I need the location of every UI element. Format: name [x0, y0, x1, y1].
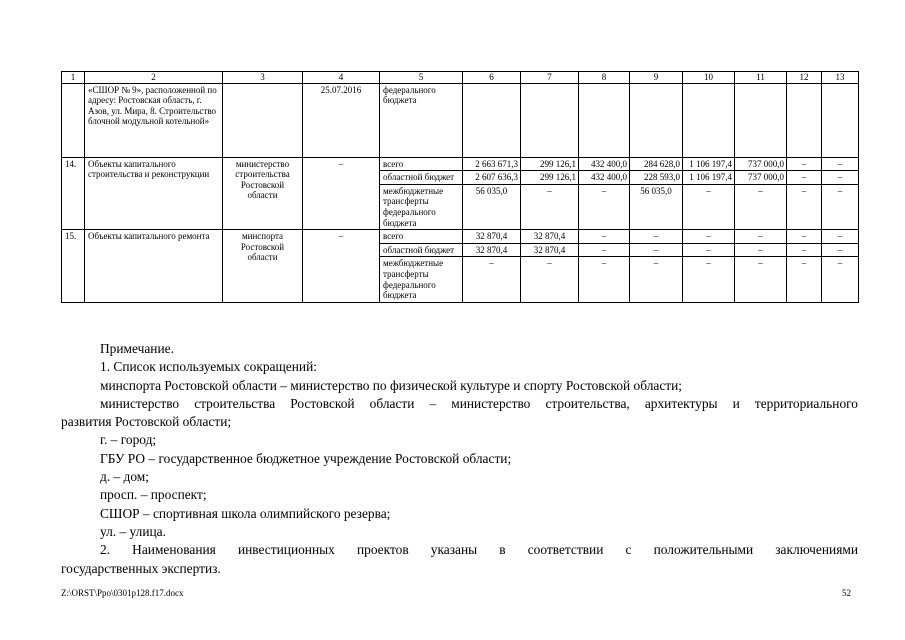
- note-paragraph: ул. – улица.: [100, 523, 166, 539]
- value-cell: –: [822, 184, 859, 229]
- column-number: 8: [579, 72, 630, 84]
- note-paragraph: минспорта Ростовской области – министерство по физической культуре и спорту Ростовской области;: [100, 377, 683, 393]
- value-cell: 228 593,0: [630, 171, 683, 185]
- value-cell: –: [683, 243, 735, 257]
- note-paragraph: государственных экспертиз.: [61, 560, 221, 576]
- column-number: 3: [223, 72, 303, 84]
- row-date: –: [303, 157, 380, 230]
- value-cell: –: [735, 257, 787, 302]
- budget-table: [61, 71, 859, 303]
- row-executor: минспорта Ростовской области: [223, 230, 303, 303]
- table-header-row: [62, 72, 859, 84]
- value-cell: –: [822, 243, 859, 257]
- value-cell: –: [683, 184, 735, 229]
- value-cell: –: [521, 257, 579, 302]
- note-paragraph: министерство строительства Ростовской области – министерство строительства, архитектуры и территориального: [100, 395, 858, 411]
- row-date: –: [303, 230, 380, 303]
- funding-source: федерального бюджета: [380, 83, 463, 157]
- column-number: 7: [521, 72, 579, 84]
- value-cell: –: [787, 257, 822, 302]
- value-cell: –: [630, 230, 683, 244]
- value-cell: –: [822, 257, 859, 302]
- value-cell: –: [579, 184, 630, 229]
- value-cell: 32 870,4: [521, 230, 579, 244]
- value-cell: 737 000,0: [735, 157, 787, 171]
- value-cell: –: [463, 257, 521, 302]
- value-cell: –: [579, 257, 630, 302]
- note-paragraph: 2. Наименования инвестиционных проектов указаны в соответствии с положительными заключениями: [100, 542, 858, 558]
- value-cell: 56 035,0: [630, 184, 683, 229]
- footer-file-path: Z:\ORST\Ppo\0301p128.f17.docx: [61, 588, 184, 598]
- value-cell: –: [521, 184, 579, 229]
- value-cell: –: [822, 171, 859, 185]
- value-cell: 32 870,4: [463, 230, 521, 244]
- value-cell: 299 126,1: [521, 171, 579, 185]
- note-title: Примечание.: [100, 341, 174, 356]
- value-cell: 1 106 197,4: [683, 171, 735, 185]
- value-cell: –: [630, 257, 683, 302]
- project-date: 25.07.2016: [303, 83, 380, 157]
- funding-label: всего: [380, 157, 463, 171]
- table-row-14-total: [62, 157, 859, 171]
- value-cell: –: [822, 230, 859, 244]
- value-cell: –: [787, 157, 822, 171]
- column-number: 6: [463, 72, 521, 84]
- row-name: Объекты капитального строительства и реконструкции: [85, 157, 223, 230]
- value-cell: 299 126,1: [521, 157, 579, 171]
- value-cell: –: [787, 184, 822, 229]
- value-cell: –: [822, 157, 859, 171]
- row-executor: министерство строительства Ростовской области: [223, 157, 303, 230]
- column-number: 13: [822, 72, 859, 84]
- note-paragraph: д. – дом;: [100, 469, 149, 485]
- value-cell: –: [630, 243, 683, 257]
- page-number: 52: [842, 588, 851, 598]
- row-number: 15.: [62, 230, 85, 303]
- column-number: 2: [85, 72, 223, 84]
- value-cell: –: [787, 230, 822, 244]
- column-number: 4: [303, 72, 380, 84]
- value-cell: –: [735, 184, 787, 229]
- funding-label: областной бюджет: [380, 243, 463, 257]
- note-paragraph: просп. – проспект;: [100, 487, 207, 503]
- value-cell: –: [735, 230, 787, 244]
- value-cell: 1 106 197,4: [683, 157, 735, 171]
- project-name: «СШОР № 9», расположенной по адресу: Ростовская область, г. Азов, ул. Мира, 8. Строительство блочной модульной котельной»: [85, 83, 223, 157]
- note-paragraph: 1. Список используемых сокращений:: [100, 359, 317, 375]
- value-cell: 2 663 671,3: [463, 157, 521, 171]
- funding-label: всего: [380, 230, 463, 244]
- value-cell: 432 400,0: [579, 157, 630, 171]
- notes-section: [61, 340, 858, 578]
- value-cell: 284 628,0: [630, 157, 683, 171]
- value-cell: 737 000,0: [735, 171, 787, 185]
- value-cell: 32 870,4: [463, 243, 521, 257]
- table-row-continued: [62, 83, 859, 157]
- value-cell: –: [787, 243, 822, 257]
- value-cell: –: [579, 230, 630, 244]
- value-cell: 432 400,0: [579, 171, 630, 185]
- row-name: Объекты капитального ремонта: [85, 230, 223, 303]
- value-cell: –: [683, 257, 735, 302]
- column-number: 9: [630, 72, 683, 84]
- note-paragraph: СШОР – спортивная школа олимпийского резерва;: [100, 505, 391, 521]
- value-cell: 32 870,4: [521, 243, 579, 257]
- funding-label: межбюджетные трансферты федерального бюджета: [380, 257, 463, 302]
- column-number: 11: [735, 72, 787, 84]
- value-cell: –: [579, 243, 630, 257]
- value-cell: –: [683, 230, 735, 244]
- funding-label: межбюджетные трансферты федерального бюджета: [380, 184, 463, 229]
- value-cell: –: [735, 243, 787, 257]
- column-number: 12: [787, 72, 822, 84]
- note-paragraph: развития Ростовской области;: [61, 414, 232, 430]
- column-number: 10: [683, 72, 735, 84]
- funding-label: областной бюджет: [380, 171, 463, 185]
- row-number: 14.: [62, 157, 85, 230]
- note-paragraph: ГБУ РО – государственное бюджетное учреждение Ростовской области;: [100, 450, 512, 466]
- column-number: 1: [62, 72, 85, 84]
- value-cell: 2 607 636,3: [463, 171, 521, 185]
- table-row-15-total: [62, 230, 859, 244]
- value-cell: –: [787, 171, 822, 185]
- value-cell: 56 035,0: [463, 184, 521, 229]
- note-paragraph: г. – город;: [100, 432, 157, 448]
- column-number: 5: [380, 72, 463, 84]
